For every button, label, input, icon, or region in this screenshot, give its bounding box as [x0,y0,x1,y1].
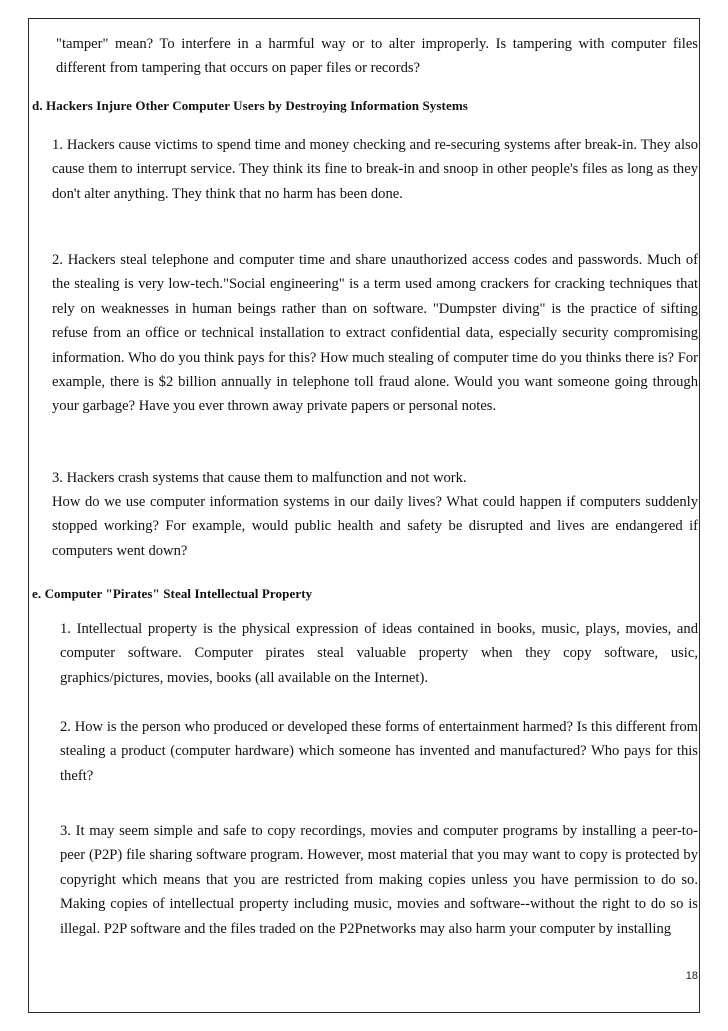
section-d-paragraph-2: 2. Hackers steal telephone and computer time and share unauthorized access codes and passwords. Much of the stealing is very low-tech."Social engineering" is a term used among crackers for cracking techniques that rely on weaknesses in human beings rather than on software. "Dumpster diving" is the practice of sifting refuse from an office or technical installation to extract confidential data, especially security compromising information. Who do you think pays for this? How much stealing of computer time do you thinks there is? For example, there is $2 billion annually in telephone toll fraud alone. Would you want someone going through your garbage? Have you ever thrown away private papers or personal notes. [52,252,698,415]
section-d-followup-paragraph: How do we use computer information systems in our daily lives? What could happen if computers suddenly stopped working? For example, would public health and safety be disrupted and lives are endangered if computers went down? [52,494,698,559]
section-e-heading: e. Computer "Pirates" Steal Intellectual Property [32,586,313,601]
section-e-paragraph-1: 1. Intellectual property is the physical expression of ideas contained in books, music, plays, movies, and computer software. Computer pirates steal valuable property when they copy software, usic, graphics/pictures, movies, books (all available on the Internet). [60,621,698,686]
page-number: 18 [685,970,698,982]
section-e-paragraph-2: 2. How is the person who produced or developed these forms of entertainment harmed? Is this different from stealing a product (computer hardware) which someone has invented and manufactured? Who pays for this theft? [60,719,698,784]
continuation-paragraph: "tamper" mean? To interfere in a harmful way or to alter improperly. Is tampering with computer files different from tampering that occurs on paper files or records? [56,36,698,77]
section-d-paragraph-1: 1. Hackers cause victims to spend time and money checking and re-securing systems after break-in. They also cause them to interrupt service. They think its fine to break-in and snoop in other people's files as long as they don't alter anything. They think that no harm has been done. [52,137,698,202]
section-d-heading: d. Hackers Injure Other Computer Users by Destroying Information Systems [32,98,468,113]
section-d-paragraph-3: 3. Hackers crash systems that cause them to malfunction and not work. [52,470,467,486]
section-e-paragraph-3: 3. It may seem simple and safe to copy recordings, movies and computer programs by installing a peer-to-peer (P2P) file sharing software program. However, most material that you may want to copy is protected by copyright which means that you are restricted from making copies unless you have permission to do so. Making copies of intellectual property including music, movies and software--without the right to do so is illegal. P2P software and the files traded on the P2Pnetworks may also harm your computer by installing [60,823,698,937]
